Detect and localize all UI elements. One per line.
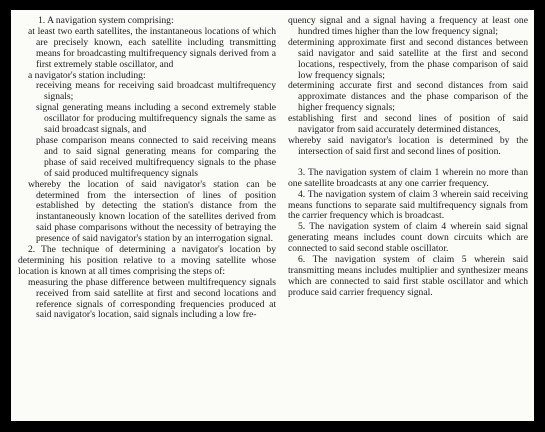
claim-paragraph: receiving means for receiving said broadcast multifrequency signals;	[36, 80, 276, 103]
claim-paragraph: determining approximate first and second distances between said navigator and said satellite at the first and second locations, respectively, from the phase comparison of said low frequency signals;	[288, 36, 528, 81]
claim-paragraph: determining accurate first and second distances from said approximate distances and the phase comparison of the higher frequency signals;	[288, 80, 528, 114]
claim-paragraph: phase comparison means connected to said receiving means and to said signal generating means for comparing the phase of said received multifrequency signals to the phase of said produced multifrequency signals	[36, 134, 276, 179]
claim-paragraph: whereby said navigator's location is determined by the intersection of said first and second lines of position.	[288, 134, 528, 157]
claim-paragraph: signal generating means including a second extremely stable oscillator for producing multifrequency signals the same as said broadcast signals, and	[36, 102, 276, 136]
claim-paragraph: at least two earth satellites, the instantaneous locations of which are precisely known, each satellite including transmitting means for broadcasting multifrequency signals derived from a first extremely stable oscillator, and	[28, 25, 276, 70]
claim-paragraph: 1. A navigation system comprising:	[38, 15, 174, 26]
claim-paragraph: a navigator's station including:	[28, 69, 146, 81]
claim-paragraph: establishing first and second lines of position of said navigator from said accurately determined distances,	[288, 113, 528, 136]
claim-paragraph: measuring the phase difference between multifrequency signals received from said satellite at first and second locations and reference signals of corresponding frequencies produced at said navigator's location, said signals including a low fre-	[28, 276, 276, 321]
right-column	[288, 16, 528, 299]
claim-paragraph: 6. The navigation system of claim 5 wherein said transmitting means includes multiplier and synthesizer means which are connected to said first stable oscillator and which produce said carrier frequency signal.	[288, 254, 528, 298]
claim-paragraph: quency signal and a signal having a frequency at least one hundred times higher than the low frequency signal;	[288, 15, 528, 37]
claim-paragraph: 2. The technique of determining a navigator's location by determining his position relative to a moving satellite whose location is known at all times comprising the steps of:	[18, 244, 276, 277]
left-column	[18, 16, 276, 321]
claim-paragraph: 5. The navigation system of claim 4 wherein said signal generating means includes count down circuits which are connected to said second stable oscillator.	[288, 221, 528, 255]
claim-paragraph: whereby the location of said navigator's station can be determined from the intersection of lines of position established by detecting the station's distance from the instantaneously known location of the satellites derived from said phase comparisons without the necessity of betraying the presence of said navigator's station by an interrogation signal.	[28, 178, 276, 245]
claim-paragraph: 3. The navigation system of claim 1 wherein no more than one satellite broadcasts at any one carrier frequency.	[288, 166, 528, 189]
patent-claims-page	[11, 10, 534, 421]
claim-paragraph: 4. The navigation system of claim 3 wherein said receiving means functions to separate said multifrequency signals from the carrier frequency which is broadcast.	[288, 188, 528, 222]
